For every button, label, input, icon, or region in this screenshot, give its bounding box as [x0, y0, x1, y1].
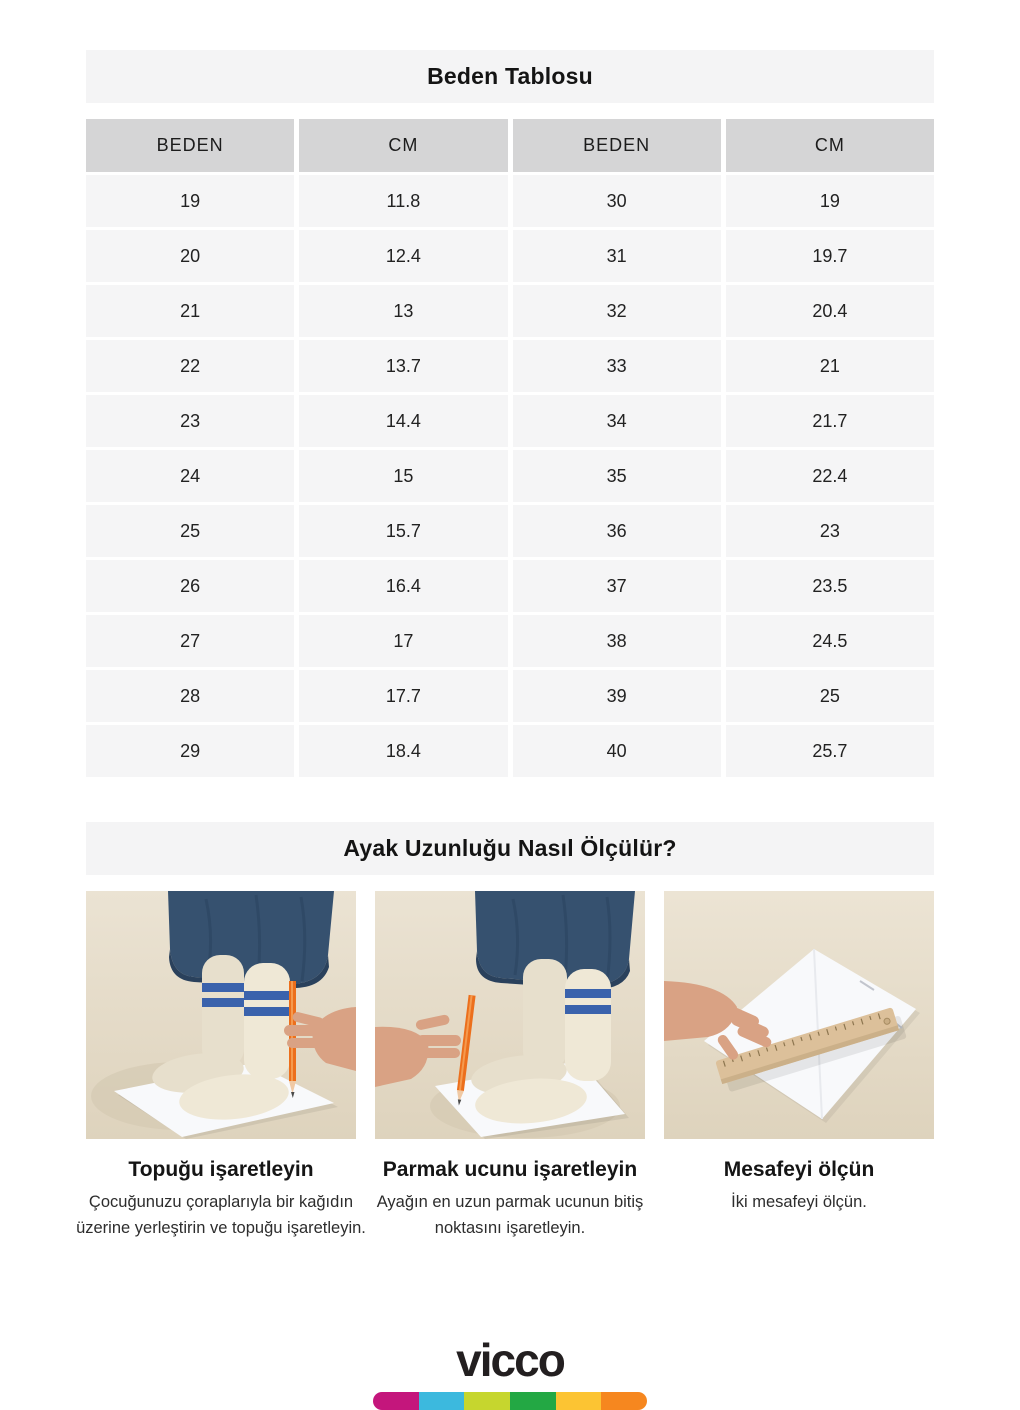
table-cell: 20.4	[726, 285, 934, 337]
table-cell: 15.7	[299, 505, 507, 557]
step-title: Parmak ucunu işaretleyin	[382, 1158, 638, 1181]
table-cell: 16.4	[299, 560, 507, 612]
table-cell: 22	[86, 340, 294, 392]
table-cell: 24.5	[726, 615, 934, 667]
table-cell: 20	[86, 230, 294, 282]
step-description: Ayağın en uzun parmak ucunun bitiş noktasını işaretleyin.	[376, 1193, 644, 1238]
table-cell: 37	[513, 560, 721, 612]
table-cell: 23.5	[726, 560, 934, 612]
table-cell: 11.8	[299, 175, 507, 227]
table-cell: 23	[86, 395, 294, 447]
table-header-cell: BEDEN	[513, 119, 721, 172]
table-cell: 25.7	[726, 725, 934, 777]
table-cell: 18.4	[299, 725, 507, 777]
table-cell: 22.4	[726, 450, 934, 502]
table-cell: 23	[726, 505, 934, 557]
table-cell: 25	[86, 505, 294, 557]
table-cell: 17	[299, 615, 507, 667]
size-table-title-band	[86, 50, 934, 103]
measure-steps	[76, 891, 934, 1242]
brand-footer	[0, 1334, 1020, 1410]
table-cell: 27	[86, 615, 294, 667]
size-table-title: Beden Tablosu	[427, 63, 593, 89]
table-cell: 36	[513, 505, 721, 557]
measure-distance-photo	[664, 891, 934, 1139]
brand-color-bar	[373, 1392, 647, 1410]
step-measure-distance	[664, 891, 934, 1242]
mark-toe-photo	[375, 891, 645, 1139]
size-table	[86, 119, 934, 777]
table-cell: 13.7	[299, 340, 507, 392]
table-cell: 14.4	[299, 395, 507, 447]
brand-color-segment	[601, 1392, 647, 1410]
table-cell: 19	[726, 175, 934, 227]
step-title: Mesafeyi ölçün	[723, 1158, 875, 1181]
table-header-cell: CM	[726, 119, 934, 172]
brand-color-segment	[510, 1392, 556, 1410]
brand-color-segment	[373, 1392, 419, 1410]
table-cell: 26	[86, 560, 294, 612]
table-cell: 24	[86, 450, 294, 502]
step-title: Topuğu işaretleyin	[128, 1158, 314, 1181]
table-cell: 38	[513, 615, 721, 667]
step-mark-toe	[375, 891, 645, 1242]
table-cell: 19	[86, 175, 294, 227]
table-cell: 13	[299, 285, 507, 337]
measure-section-title: Ayak Uzunluğu Nasıl Ölçülür?	[343, 835, 677, 861]
table-cell: 21	[726, 340, 934, 392]
table-cell: 34	[513, 395, 721, 447]
table-cell: 17.7	[299, 670, 507, 722]
table-cell: 21	[86, 285, 294, 337]
table-cell: 25	[726, 670, 934, 722]
table-header-cell: CM	[299, 119, 507, 172]
table-cell: 29	[86, 725, 294, 777]
table-header-cell: BEDEN	[86, 119, 294, 172]
mark-heel-photo	[86, 891, 356, 1139]
table-cell: 39	[513, 670, 721, 722]
table-cell: 15	[299, 450, 507, 502]
brand-color-segment	[556, 1392, 602, 1410]
measure-section-title-band	[86, 822, 934, 875]
brand-color-segment	[419, 1392, 465, 1410]
step-mark-heel	[76, 891, 366, 1242]
table-cell: 19.7	[726, 230, 934, 282]
table-cell: 21.7	[726, 395, 934, 447]
brand-logo: vicco	[456, 1334, 564, 1386]
table-cell: 30	[513, 175, 721, 227]
table-cell: 12.4	[299, 230, 507, 282]
step-description: Çocuğunuzu çoraplarıyla bir kağıdın üzerine yerleştirin ve topuğu işaretleyin.	[76, 1193, 366, 1238]
table-cell: 35	[513, 450, 721, 502]
table-cell: 32	[513, 285, 721, 337]
brand-color-segment	[464, 1392, 510, 1410]
table-cell: 31	[513, 230, 721, 282]
table-cell: 40	[513, 725, 721, 777]
page-content	[76, 50, 934, 1242]
step-description: İki mesafeyi ölçün.	[731, 1193, 867, 1211]
table-cell: 28	[86, 670, 294, 722]
table-cell: 33	[513, 340, 721, 392]
